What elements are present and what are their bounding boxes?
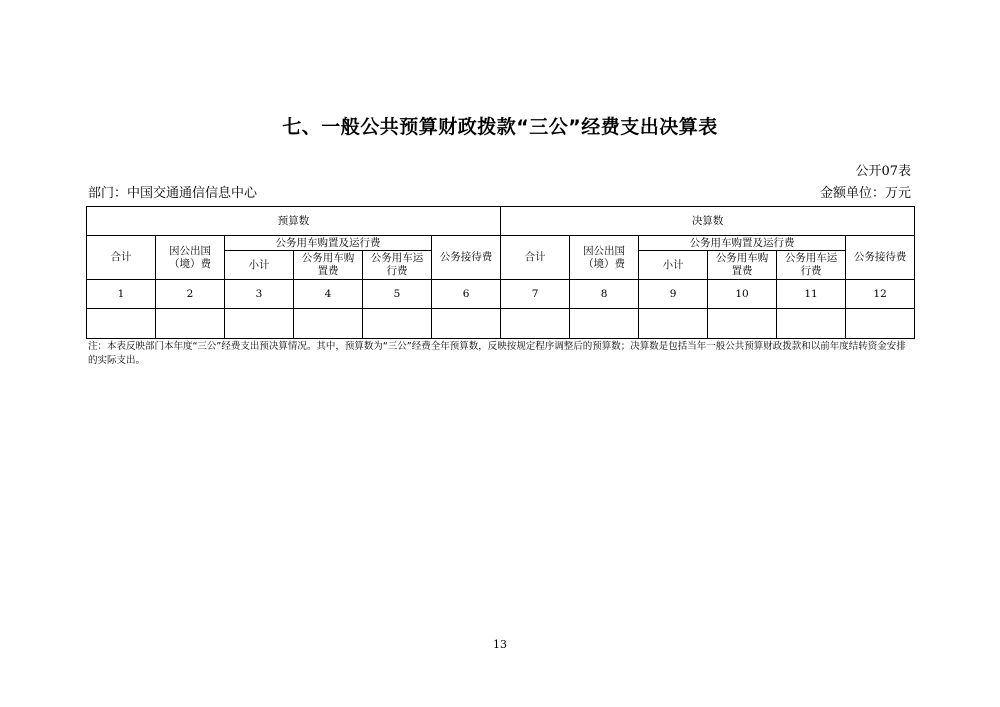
- department-label: 部门：中国交通通信信息中心: [88, 186, 258, 201]
- column-number: 2: [156, 280, 225, 309]
- unit-label: 金额单位：万元: [819, 186, 911, 201]
- budget-reception-header: 公务接待费: [432, 236, 501, 280]
- final-vehicle-group-header: 公务用车购置及运行费: [639, 236, 846, 251]
- column-number: 8: [570, 280, 639, 309]
- data-cell: [294, 309, 363, 339]
- data-cell: [570, 309, 639, 339]
- column-number: 4: [294, 280, 363, 309]
- group-header-row: [87, 207, 915, 236]
- page-number: 13: [493, 638, 507, 651]
- form-number: 公开07表: [855, 164, 911, 179]
- data-cell: [501, 309, 570, 339]
- budget-subtotal-header: 小计: [225, 251, 294, 280]
- final-abroad-header: 因公出国（境）费: [570, 236, 639, 280]
- table-row: [87, 309, 915, 339]
- column-number: 12: [846, 280, 915, 309]
- table-note: 注：本表反映部门本年度“三公”经费支出预决算情况。其中，预算数为“三公”经费全年预算数，反映按规定程序调整后的预算数；决算数是包括当年一般公共预算财政拨款和以前年度结转资金安排的实际支出。: [88, 341, 906, 366]
- data-cell: [363, 309, 432, 339]
- page-title: 七、一般公共预算财政拨款“三公”经费支出决算表: [282, 116, 718, 138]
- budget-group-header: 预算数: [87, 207, 501, 236]
- data-cell: [708, 309, 777, 339]
- final-group-header: 决算数: [501, 207, 915, 236]
- column-header-row: [87, 236, 915, 251]
- expense-table: [86, 206, 915, 339]
- column-number: 9: [639, 280, 708, 309]
- data-cell: [156, 309, 225, 339]
- column-number: 10: [708, 280, 777, 309]
- final-subtotal-header: 小计: [639, 251, 708, 280]
- column-number: 6: [432, 280, 501, 309]
- column-number: 3: [225, 280, 294, 309]
- column-number-row: [87, 280, 915, 309]
- data-cell: [432, 309, 501, 339]
- budget-vehicle-operation-header: 公务用车运行费: [363, 251, 432, 280]
- data-cell: [87, 309, 156, 339]
- final-reception-header: 公务接待费: [846, 236, 915, 280]
- final-vehicle-purchase-header: 公务用车购置费: [708, 251, 777, 280]
- budget-vehicle-purchase-header: 公务用车购置费: [294, 251, 363, 280]
- final-total-header: 合计: [501, 236, 570, 280]
- budget-vehicle-group-header: 公务用车购置及运行费: [225, 236, 432, 251]
- column-number: 5: [363, 280, 432, 309]
- column-number: 11: [777, 280, 846, 309]
- budget-total-header: 合计: [87, 236, 156, 280]
- column-number: 1: [87, 280, 156, 309]
- budget-abroad-header: 因公出国（境）费: [156, 236, 225, 280]
- data-cell: [639, 309, 708, 339]
- data-cell: [777, 309, 846, 339]
- column-number: 7: [501, 280, 570, 309]
- final-vehicle-operation-header: 公务用车运行费: [777, 251, 846, 280]
- data-cell: [225, 309, 294, 339]
- data-cell: [846, 309, 915, 339]
